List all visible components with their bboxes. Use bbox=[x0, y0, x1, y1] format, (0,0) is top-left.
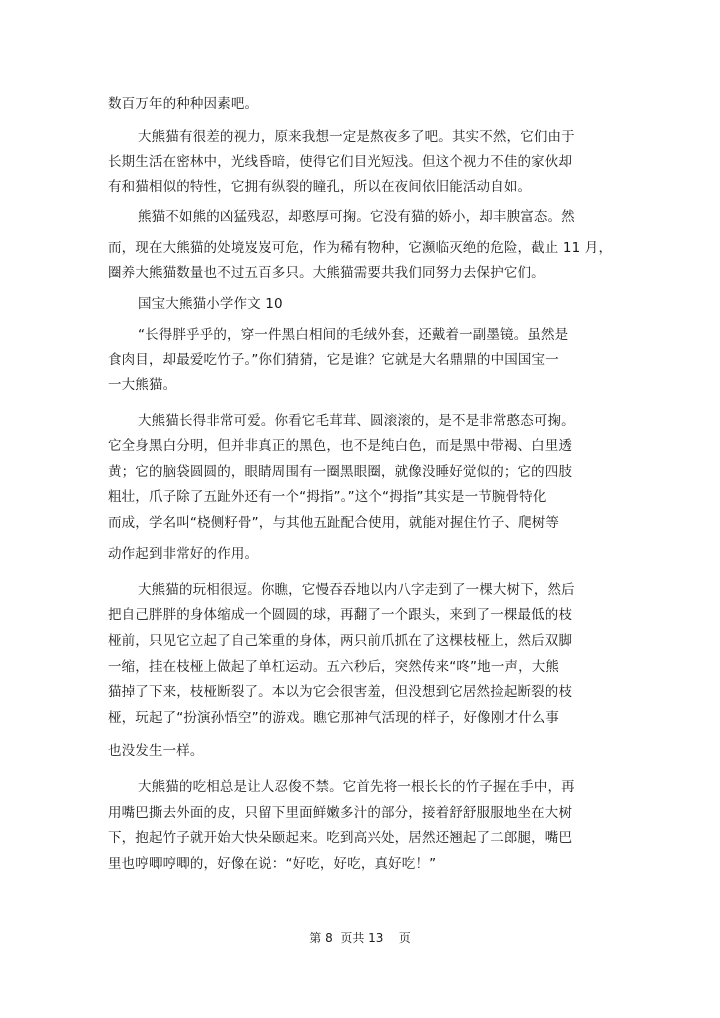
text-line: 它全身黑白分明，但并非真正的黑色，也不是纯白色，而是黑中带褐、白里透 bbox=[108, 438, 573, 454]
text-line: 大熊猫长得非常可爱。你看它毛茸茸、圆滚滚的，是不是非常憨态可掬。 bbox=[138, 413, 575, 429]
text-line: 长期生活在密林中，光线昏暗，使得它们目光短浅。但这个视力不佳的家伙却 bbox=[108, 154, 573, 170]
text-line: 而，现在大熊猫的处境岌岌可危，作为稀有物种，它濒临灭绝的危险，截止 11 月， bbox=[108, 240, 613, 256]
text-line: 里也哼唧哼唧的，好像在说：“好吃，好吃，真好吃！” bbox=[108, 856, 437, 872]
text-line: 一大熊猫。 bbox=[108, 377, 177, 393]
text-line: 数百万年的种种因素吧。 bbox=[108, 96, 259, 112]
text-line: 把自己胖胖的身体缩成一个圆圆的球，再翻了一个跟头，来到了一棵最低的枝 bbox=[108, 607, 573, 623]
text-line: 有和猫相似的特性，它拥有纵裂的瞳孔，所以在夜间依旧能活动自如。 bbox=[108, 179, 532, 195]
text-line: 熊猫不如熊的凶猛残忍，却憨厚可掬。它没有猫的娇小，却丰腴富态。然 bbox=[138, 209, 575, 225]
text-line: 猫掉了下来，枝桠断裂了。本以为它会很害羞，但没想到它居然捡起断裂的枝 bbox=[108, 684, 573, 700]
section-heading: 国宝大熊猫小学作文 10 bbox=[138, 296, 283, 312]
text-line: 动作起到非常好的作用。 bbox=[108, 546, 259, 562]
text-line: 大熊猫的吃相总是让人忍俊不禁。它首先将一根长长的竹子握在手中，再 bbox=[138, 779, 575, 795]
text-line: 圈养大熊猫数量也不过五百多只。大熊猫需要共我们同努力去保护它们。 bbox=[108, 265, 545, 281]
page-number-footer: 第 8 页共 13 页 bbox=[309, 931, 411, 945]
text-line: 大熊猫的玩相很逗。你瞧，它慢吞吞地以内八字走到了一棵大树下，然后 bbox=[138, 582, 575, 598]
text-line: 用嘴巴撕去外面的皮，只留下里面鲜嫩多汁的部分，接着舒舒服服地坐在大树 bbox=[108, 805, 573, 821]
text-line: 下，抱起竹子就开始大快朵颐起来。吃到高兴处，居然还翘起了二郎腿，嘴巴 bbox=[108, 830, 573, 846]
text-line: 大熊猫有很差的视力，原来我想一定是熬夜多了吧。其实不然，它们由于 bbox=[138, 129, 575, 145]
text-line: 粗壮，爪子除了五趾外还有一个“拇指”。”这个“拇指”其实是一节腕骨特化 bbox=[108, 489, 547, 505]
text-line: 而成，学名叫“桡侧籽骨”，与其他五趾配合使用，就能对握住竹子、爬树等 bbox=[108, 515, 560, 531]
text-line: 也没发生一样。 bbox=[108, 743, 204, 759]
text-line: 食肉目，却最爱吃竹子。”你们猜猜，它是谁？它就是大名鼎鼎的中国国宝一 bbox=[108, 352, 559, 368]
text-line: 黄；它的脑袋圆圆的，眼睛周围有一圈黑眼圈，就像没睡好觉似的；它的四肢 bbox=[108, 464, 573, 480]
text-line: 一缩，挂在枝桠上做起了单杠运动。五六秒后，突然传来“咚”地一声，大熊 bbox=[108, 659, 560, 675]
text-line: 桠前，只见它立起了自己笨重的身体，两只前爪抓在了这棵枝桠上，然后双脚 bbox=[108, 633, 573, 649]
text-line: “长得胖乎乎的，穿一件黑白相间的毛绒外套，还戴着一副墨镜。虽然是 bbox=[138, 327, 569, 343]
text-line: 桠，玩起了“扮演孙悟空”的游戏。瞧它那神气活现的样子，好像刚才什么事 bbox=[108, 710, 560, 726]
